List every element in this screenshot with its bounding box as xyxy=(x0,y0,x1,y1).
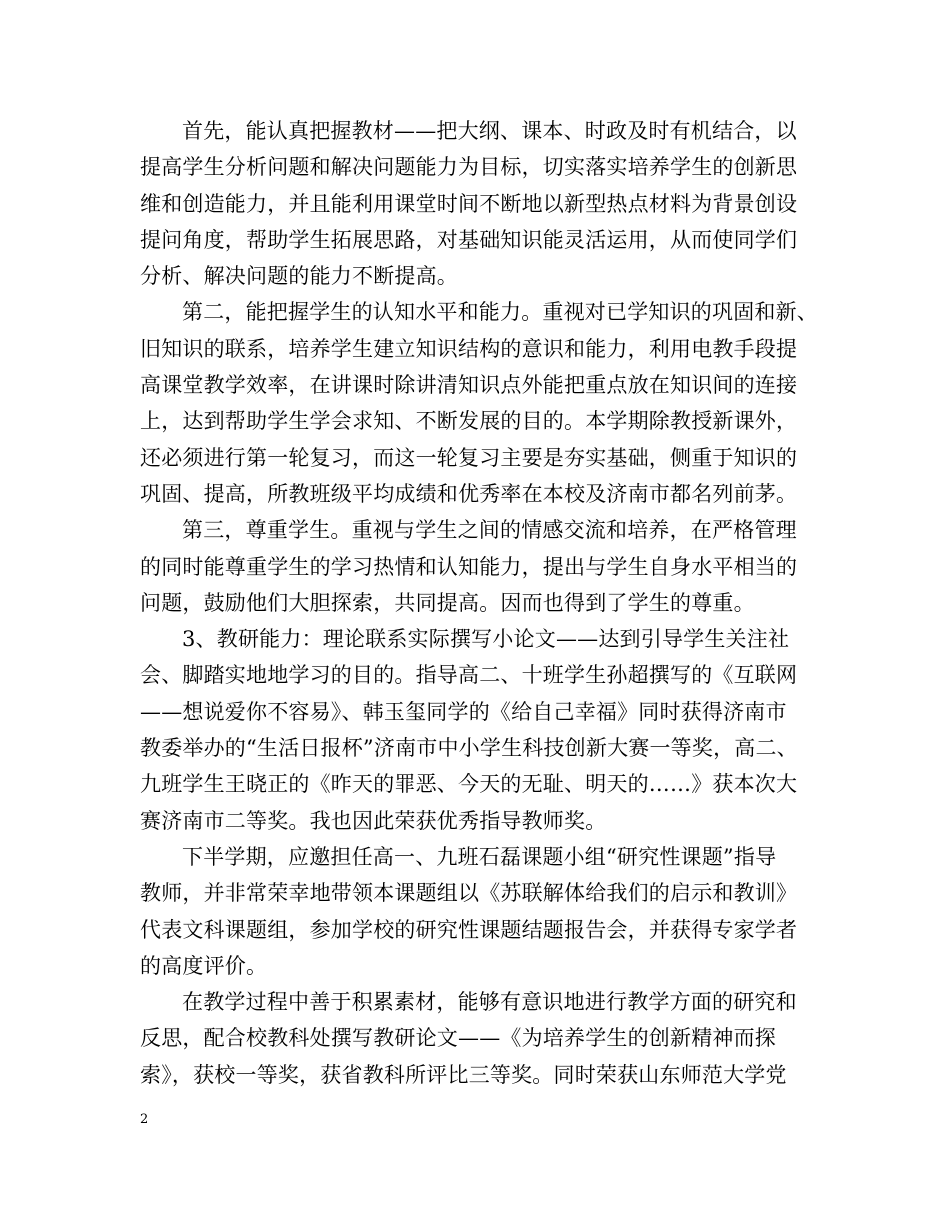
page-number: 2 xyxy=(140,1112,149,1127)
text-line: 高课堂教学效率，在讲课时除讲清知识点外能把重点放在知识间的连接 xyxy=(140,373,798,398)
text-line: 第二，能把握学生的认知水平和能力。重视对已学知识的巩固和新、 xyxy=(182,300,818,325)
text-line: 旧知识的联系，培养学生建立知识结构的意识和能力，利用电教手段提 xyxy=(140,336,798,361)
text-line: 分析、解决问题的能力不断提高。 xyxy=(140,264,458,289)
text-line: 在教学过程中善于积累素材，能够有意识地进行教学方面的研究和 xyxy=(182,990,797,1015)
text-line: 赛济南市二等奖。我也因此荣获优秀指导教师奖。 xyxy=(140,808,607,833)
text-line: 3、教研能力：理论联系实际撰写小论文——达到引导学生关注社 xyxy=(182,627,790,652)
text-line: 教师，并非常荣幸地带领本课题组以《苏联解体给我们的启示和教训》 xyxy=(140,881,798,906)
text-line: 维和创造能力，并且能利用课堂时间不断地以新型热点材料为背景创设 xyxy=(140,191,798,216)
paragraph-4 xyxy=(140,621,820,839)
text-line: 还必须进行第一轮复习，而这一轮复习主要是夯实基础，侧重于知识的 xyxy=(140,445,798,470)
text-line: 首先，能认真把握教材——把大纲、课本、时政及时有机结合，以 xyxy=(182,119,797,143)
paragraph-1 xyxy=(140,113,820,294)
paragraph-6 xyxy=(140,984,820,1093)
document-body xyxy=(140,113,820,1093)
text-line: 反思，配合校教科处撰写教研论文——《为培养学生的创新精神而探 xyxy=(140,1026,776,1051)
text-line: 会、脚踏实地地学习的目的。指导高二、十班学生孙超撰写的《互联网 xyxy=(140,663,798,688)
text-line: 的同时能尊重学生的学习热情和认知能力，提出与学生自身水平相当的 xyxy=(140,554,798,579)
text-line: 提高学生分析问题和解决问题能力为目标，切实落实培养学生的创新思 xyxy=(140,155,798,180)
text-line: 索》，获校一等奖，获省教科所评比三等奖。同时荣获山东师范大学党 xyxy=(140,1062,787,1087)
text-line: 问题，鼓励他们大胆探索，共同提高。因而也得到了学生的尊重。 xyxy=(140,590,755,615)
text-line: 九班学生王晓正的《昨天的罪恶、今天的无耻、明天的……》获本次大 xyxy=(140,772,798,797)
text-line: 代表文科课题组，参加学校的研究性课题结题报告会，并获得专家学者 xyxy=(140,917,798,942)
text-line: 第三，尊重学生。重视与学生之间的情感交流和培养，在严格管理 xyxy=(182,518,797,543)
text-line: ——想说爱你不容易》、韩玉玺同学的《给自己幸福》同时获得济南市 xyxy=(140,699,787,724)
text-line: 的高度评价。 xyxy=(140,953,268,978)
paragraph-2 xyxy=(140,294,820,512)
paragraph-3 xyxy=(140,512,820,621)
text-line: 巩固、提高，所教班级平均成绩和优秀率在本校及济南市都名列前茅。 xyxy=(140,481,798,506)
text-line: 教委举办的“生活日报杯”济南市中小学生科技创新大赛一等奖，高二、 xyxy=(140,736,798,761)
text-line: 上，达到帮助学生学会求知、不断发展的目的。本学期除教授新课外， xyxy=(140,409,798,434)
text-line: 提问角度，帮助学生拓展思路，对基础知识能灵活运用，从而使同学们 xyxy=(140,227,798,252)
text-line: 下半学期，应邀担任高一、九班石磊课题小组“研究性课题”指导 xyxy=(182,844,777,869)
paragraph-5 xyxy=(140,839,820,984)
